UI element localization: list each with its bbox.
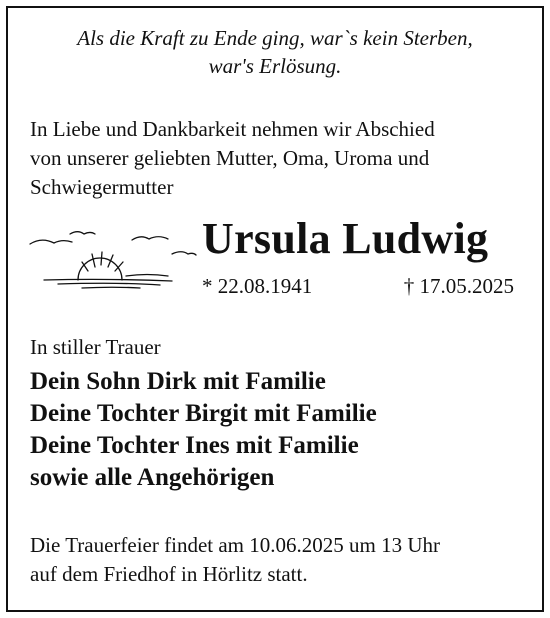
mourner-line: Deine Tochter Ines mit Familie — [30, 432, 359, 459]
mourner-line: Deine Tochter Birgit mit Familie — [30, 400, 377, 427]
deceased-name: Ursula Ludwig — [202, 214, 489, 263]
mourner-line: Dein Sohn Dirk mit Familie — [30, 368, 326, 395]
intro-line: In Liebe und Dankbarkeit nehmen wir Abschied — [30, 117, 435, 141]
mourners-list — [30, 366, 377, 494]
obituary-frame — [6, 6, 544, 612]
funeral-line: auf dem Friedhof in Hörlitz statt. — [30, 562, 308, 586]
mourning-label: In stiller Trauer — [30, 335, 161, 359]
sunset-with-birds-icon — [22, 224, 198, 290]
death-date: † 17.05.2025 — [403, 274, 514, 298]
quote-line: Als die Kraft zu Ende ging, war`s kein Sterben, — [77, 26, 473, 50]
life-dates — [202, 272, 514, 300]
intro-line: von unserer geliebten Mutter, Oma, Uroma und — [30, 146, 430, 170]
intro-line: Schwiegermutter — [30, 175, 174, 199]
intro-text — [30, 115, 435, 202]
mourner-line: sowie alle Angehörigen — [30, 464, 275, 491]
quote-line: war's Erlösung. — [208, 54, 342, 78]
quote — [8, 24, 542, 80]
funeral-info — [30, 531, 440, 589]
funeral-line: Die Trauerfeier findet am 10.06.2025 um 13 Uhr — [30, 533, 441, 557]
birth-date: * 22.08.1941 — [202, 274, 313, 298]
